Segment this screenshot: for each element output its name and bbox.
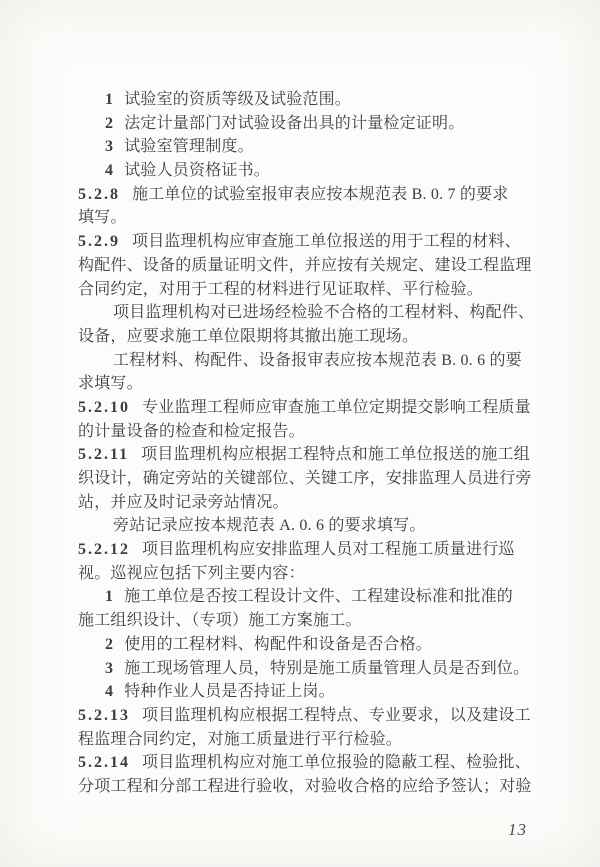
line-text: 分项工程和分部工程进行验收，对验收合格的应给予签认；对验 xyxy=(78,777,532,795)
line-text: 使用的工程材料、构配件和设备是否合格。 xyxy=(124,635,433,653)
text-line xyxy=(78,751,538,775)
text-line xyxy=(78,467,538,491)
line-text: 项目监理机构应审查施工单位报送的用于工程的材料、 xyxy=(132,233,521,251)
text-line xyxy=(78,206,538,230)
line-text: 织设计，确定旁站的关键部位、关键工序，安排监理人员进行旁 xyxy=(78,470,532,487)
list-item-number: 3 xyxy=(105,138,114,156)
clause-number: 5.2.13 xyxy=(78,706,130,724)
text-line xyxy=(78,349,538,373)
line-text: 项目监理机构应安排监理人员对工程施工质量进行巡 xyxy=(142,541,515,559)
line-text: 专业监理工程师应审查施工单位定期提交影响工程质量 xyxy=(142,398,531,416)
line-text: 项目监理机构应根据工程特点、专业要求，以及建设工 xyxy=(142,706,531,724)
text-line xyxy=(78,443,538,467)
text-line xyxy=(78,420,538,444)
line-text: 程监理合同约定，对施工质量进行平行检验。 xyxy=(78,730,403,748)
text-line xyxy=(78,562,538,586)
clause-number: 5.2.12 xyxy=(78,541,130,559)
text-line xyxy=(78,775,538,799)
text-line xyxy=(78,159,538,183)
text-line xyxy=(78,396,538,420)
list-item-number: 1 xyxy=(105,588,114,606)
text-line xyxy=(78,657,538,681)
line-text: 视。巡视应包括下列主要内容： xyxy=(78,564,305,582)
line-text: 项目监理机构对已进场经检验不合格的工程材料、构配件、 xyxy=(113,304,535,322)
line-text: 项目监理机构应对施工单位报验的隐蔽工程、检验批、 xyxy=(142,754,531,772)
line-text: 施工单位的试验室报审表应按本规范表 B. 0. 7 的要求 xyxy=(132,185,509,203)
text-line xyxy=(78,183,538,207)
list-item-number: 1 xyxy=(105,91,114,108)
clause-number: 5.2.10 xyxy=(78,398,130,416)
list-item-number: 3 xyxy=(105,659,114,677)
text-line xyxy=(78,609,538,633)
clause-number: 5.2.9 xyxy=(78,233,120,251)
line-text: 施工组织设计、（专项）施工方案施工。 xyxy=(78,612,362,630)
text-line xyxy=(78,538,538,562)
line-text: 项目监理机构应根据工程特点和施工单位报送的施工组 xyxy=(141,446,530,464)
line-text: 填写。 xyxy=(78,209,127,227)
text-line xyxy=(78,325,538,349)
text-line xyxy=(78,704,538,728)
text-body xyxy=(78,88,538,799)
line-text: 施工单位是否按工程设计文件、工程建设标准和批准的 xyxy=(124,588,514,606)
list-item-number: 4 xyxy=(105,162,114,180)
line-text: 设备，应要求施工单位限期将其撤出施工现场。 xyxy=(78,327,419,345)
line-text: 站，并应及时记录旁站情况。 xyxy=(78,493,289,511)
line-text: 工程材料、构配件、设备报审表应按本规范表 B. 0. 6 的要 xyxy=(113,351,522,369)
text-line xyxy=(78,254,538,278)
text-line xyxy=(78,135,538,159)
text-line xyxy=(78,372,538,396)
line-text: 合同约定，对用于工程的材料进行见证取样、平行检验。 xyxy=(78,280,484,298)
line-text: 施工现场管理人员，特别是施工质量管理人员是否到位。 xyxy=(124,659,530,677)
line-text: 求填写。 xyxy=(78,375,143,393)
text-line xyxy=(78,88,538,112)
text-line xyxy=(78,491,538,515)
text-line xyxy=(78,585,538,609)
line-text: 特种作业人员是否持证上岗。 xyxy=(124,683,335,701)
clause-number: 5.2.14 xyxy=(78,754,130,772)
line-text: 试验人员资格证书。 xyxy=(124,162,271,180)
clause-number: 5.2.11 xyxy=(78,446,130,464)
text-line xyxy=(78,112,538,136)
line-text: 的计量设备的检查和检定报告。 xyxy=(78,422,305,440)
text-line xyxy=(78,633,538,657)
line-text: 法定计量部门对试验设备出具的计量检定证明。 xyxy=(124,114,465,132)
text-line xyxy=(78,278,538,302)
clause-number: 5.2.8 xyxy=(78,185,120,203)
line-text: 构配件、设备的质量证明文件，并应按有关规定、建设工程监理 xyxy=(78,256,532,274)
line-text: 旁站记录应按本规范表 A. 0. 6 的要求填写。 xyxy=(113,517,426,535)
list-item-number: 2 xyxy=(105,114,114,132)
text-line xyxy=(78,514,538,538)
page-number: 13 xyxy=(508,820,527,839)
text-line xyxy=(78,680,538,704)
line-text: 试验室的资质等级及试验范围。 xyxy=(124,91,352,108)
list-item-number: 4 xyxy=(105,683,114,701)
text-line xyxy=(78,230,538,254)
line-text: 试验室管理制度。 xyxy=(124,138,254,156)
text-line xyxy=(78,301,538,325)
list-item-number: 2 xyxy=(105,635,114,653)
text-line xyxy=(78,728,538,752)
